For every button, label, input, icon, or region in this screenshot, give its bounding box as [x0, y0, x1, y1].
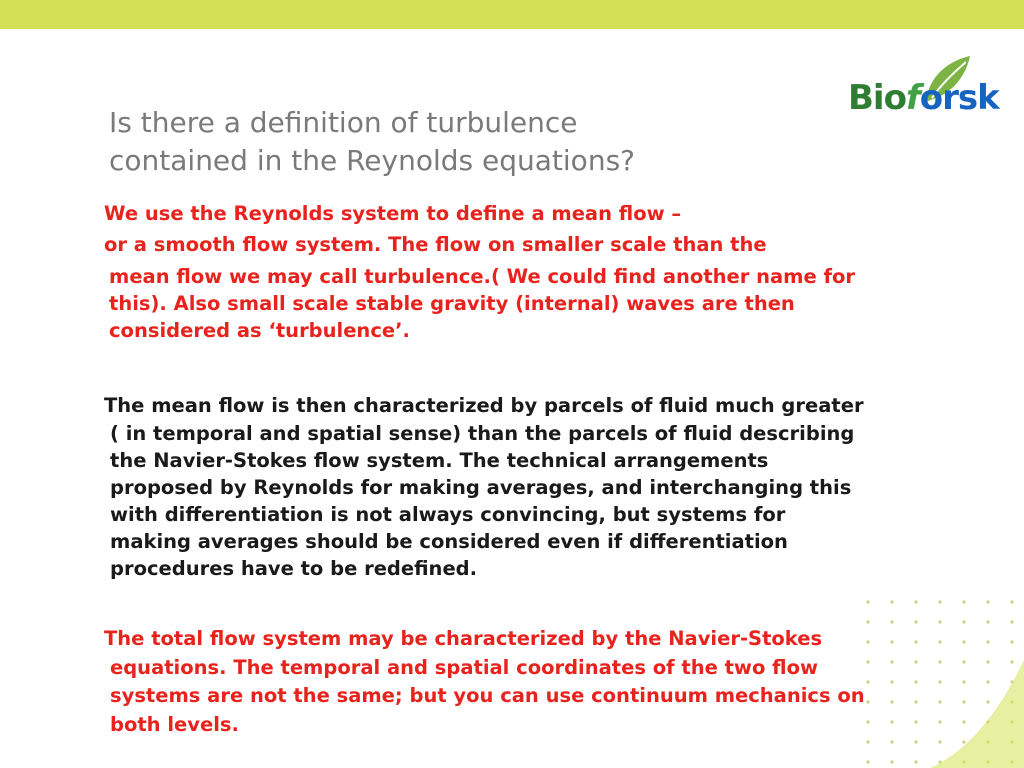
paragraph-line: mean flow we may call turbulence.( We could find another name for	[109, 265, 855, 288]
paragraph-line: both levels.	[110, 713, 239, 736]
logo-orsk: orsk	[919, 78, 999, 118]
paragraph-navier-stokes	[104, 391, 864, 582]
corner-swoosh-decoration	[920, 660, 1024, 768]
paragraph-mean-flow	[104, 199, 855, 345]
paragraph-total-flow	[104, 624, 865, 739]
title-line: Is there a definition of turbulence	[109, 106, 578, 139]
paragraph-line: considered as ‘turbulence’.	[109, 319, 410, 342]
logo-bio: Bio	[848, 78, 906, 118]
paragraph-line: proposed by Reynolds for making averages, and interchanging this	[110, 476, 852, 499]
paragraph-line: systems are not the same; but you can use continuum mechanics on	[110, 684, 865, 707]
paragraph-line: procedures have to be redefined.	[110, 557, 478, 580]
logo-wordmark	[848, 78, 999, 118]
paragraph-line: or a smooth flow system. The flow on smaller scale than the	[104, 233, 767, 256]
paragraph-line: equations. The temporal and spatial coordinates of the two flow	[110, 656, 818, 679]
paragraph-line: The total flow system may be characterized by the Navier-Stokes	[104, 627, 823, 650]
title-line: contained in the Reynolds equations?	[109, 144, 636, 177]
paragraph-line: We use the Reynolds system to define a mean flow –	[104, 202, 682, 225]
paragraph-line: The mean flow is then characterized by parcels of fluid much greater	[104, 394, 864, 417]
paragraph-line: making averages should be considered even if differentiation	[110, 530, 788, 553]
bioforsk-logo	[848, 50, 998, 130]
slide-title	[109, 104, 789, 180]
top-accent-bar	[0, 0, 1024, 29]
paragraph-line: the Navier-Stokes flow system. The technical arrangements	[110, 449, 769, 472]
paragraph-line: this). Also small scale stable gravity (internal) waves are then	[109, 292, 795, 315]
paragraph-line: ( in temporal and spatial sense) than the parcels of fluid describing	[110, 422, 855, 445]
paragraph-line: with differentiation is not always convincing, but systems for	[110, 503, 786, 526]
logo-f: f	[905, 78, 920, 118]
